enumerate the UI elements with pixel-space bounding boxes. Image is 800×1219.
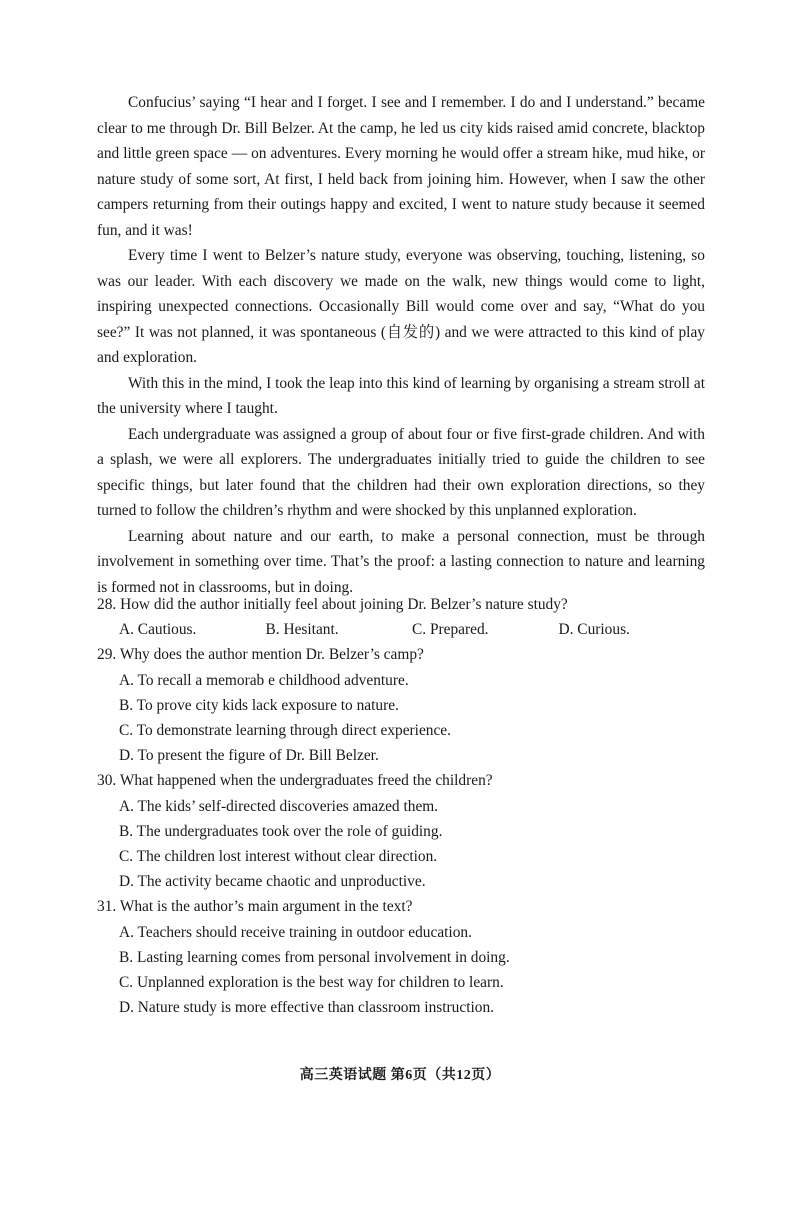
option-d: D. The activity became chaotic and unproductive. [119, 873, 426, 891]
question-stem [97, 592, 705, 617]
option-c: C. Prepared. [412, 621, 489, 639]
question-list [97, 592, 705, 1020]
question-number: 31. [97, 898, 117, 916]
question-number: 30. [97, 772, 117, 790]
reading-passage [97, 90, 705, 600]
option-b: B. To prove city kids lack exposure to nature. [119, 696, 399, 714]
passage-paragraph-4: Each undergraduate was assigned a group of about four or five first-grade children. And with a splash, we were all explorers. The undergraduates initially tried to guide the children to see specific things, but later found that the children had their own exploration directions, so they turned to follow the children’s rhythm and were shocked by this unplanned exploration. [97, 425, 705, 519]
question-stem [97, 894, 705, 919]
passage-paragraph-5: Learning about nature and our earth, to make a personal connection, must be through involvement in something over time. That’s the proof: a lasting connection to nature and learning is formed not in classrooms, but in doing. [97, 527, 705, 596]
option-c: C. The children lost interest without clear direction. [119, 848, 438, 866]
question-text: What is the author’s main argument in the text? [119, 898, 413, 916]
option-b: B. The undergraduates took over the role of guiding. [119, 822, 443, 840]
option-b: B. Lasting learning comes from personal involvement in doing. [119, 948, 510, 966]
passage-paragraph-2: Every time I went to Belzer’s nature study, everyone was observing, touching, listening, so was our leader. With each discovery we made on the walk, new things would come to light, inspiring unexpected connections. Occasionally Bill would come over and say, “What do you see?” It was not planned, it was spontaneous (自发的) and we were attracted to this kind of play and exploration. [97, 247, 705, 366]
question-number: 29. [97, 646, 117, 664]
page-footer: 高三英语试题 第6页（共12页） [299, 1068, 501, 1083]
question-30 [97, 768, 705, 894]
option-d: D. To present the figure of Dr. Bill Belzer. [119, 747, 379, 765]
option-c: C. Unplanned exploration is the best way for children to learn. [119, 974, 504, 992]
question-number: 28. [97, 596, 117, 613]
question-stem [97, 642, 705, 667]
question-stem [97, 768, 705, 793]
question-text: Why does the author mention Dr. Belzer’s camp? [119, 646, 424, 664]
question-text: What happened when the undergraduates freed the children? [119, 772, 493, 790]
option-b: B. Hesitant. [265, 621, 339, 639]
question-31 [97, 894, 705, 1020]
option-c: C. To demonstrate learning through direct experience. [119, 722, 451, 740]
passage-paragraph-1: Confucius’ saying “I hear and I forget. I see and I remember. I do and I understand.” became clear to me through Dr. Bill Belzer. At the camp, he led us city kids raised amid concrete, blacktop and little green space — on adventures. Every morning he would offer a stream hike, mud hike, or nature study of some sort, At first, I held back from joining him. However, when I saw the other campers returning from their outings happy and excited, I went to nature study because it seemed fun, and it was! [97, 94, 705, 239]
passage-paragraph-3: With this in the mind, I took the leap into this kind of learning by organising a stream stroll at the university where I taught. [97, 374, 705, 417]
option-a: A. The kids’ self-directed discoveries amazed them. [119, 797, 439, 815]
question-28 [97, 592, 705, 642]
question-29 [97, 642, 705, 768]
option-d: D. Nature study is more effective than classroom instruction. [119, 999, 494, 1017]
option-d: D. Curious. [558, 621, 630, 639]
question-text: How did the author initially feel about joining Dr. Belzer’s nature study? [120, 596, 568, 613]
option-a: A. To recall a memorab e childhood adventure. [119, 671, 409, 689]
option-a: A. Cautious. [119, 621, 197, 639]
option-row [97, 617, 705, 642]
option-a: A. Teachers should receive training in outdoor education. [119, 923, 472, 941]
